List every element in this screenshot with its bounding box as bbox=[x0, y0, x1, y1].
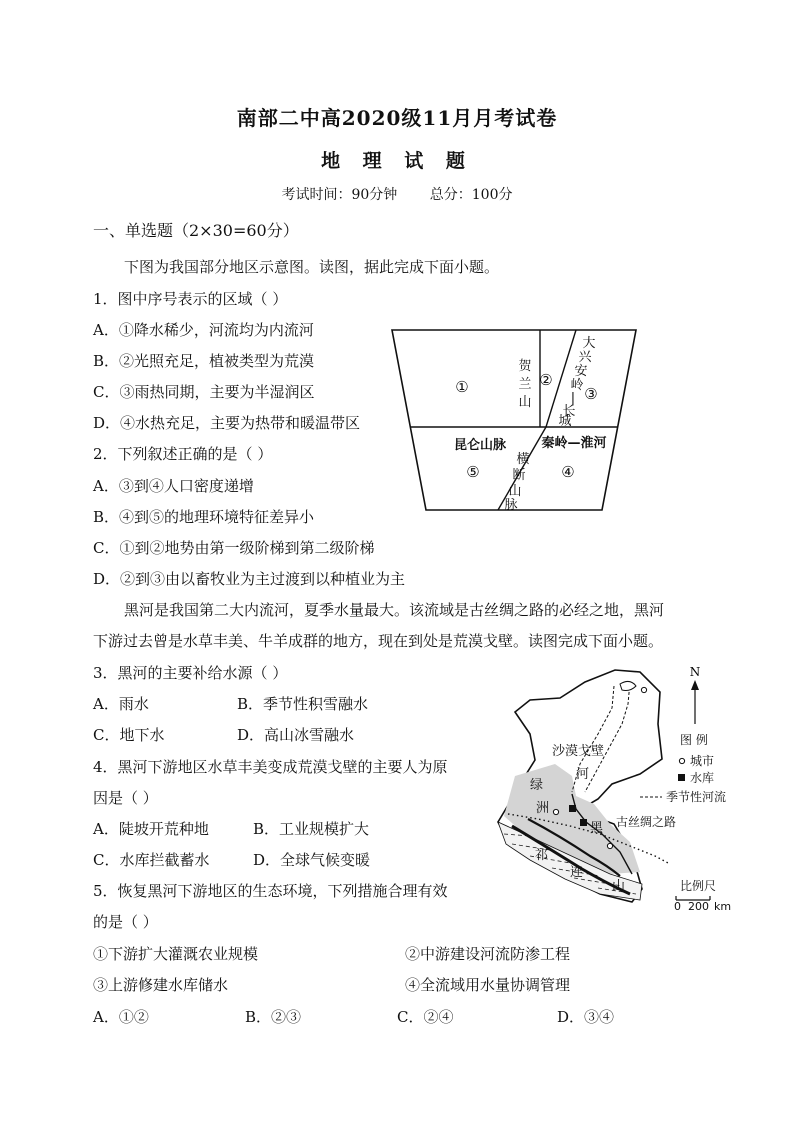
q5-stem-line-2: 的是（ ） bbox=[93, 913, 158, 931]
q1-option-a: A．①降水稀少，河流均为内流河 bbox=[93, 321, 314, 339]
q4-option-c: C．水库拦截蓄水 bbox=[93, 851, 210, 869]
hengduan-char-4: 脉 bbox=[504, 498, 518, 513]
region-2-label: ② bbox=[539, 371, 553, 389]
q1-option-c: C．③雨热同期，主要为半湿润区 bbox=[93, 383, 315, 401]
helan-char-3: 山 bbox=[518, 395, 532, 410]
daxing-char-7: 城 bbox=[558, 414, 572, 429]
mountain-char-3: 山 bbox=[612, 879, 626, 894]
q5-option-d: D．③④ bbox=[557, 1008, 615, 1026]
city-marker-1 bbox=[641, 687, 646, 692]
exam-score: 总分：100分 bbox=[429, 187, 513, 203]
q5-option-b: B．②③ bbox=[245, 1008, 302, 1026]
q2-option-b: B．④到⑤的地理环境特征差异小 bbox=[93, 508, 315, 526]
oasis-char-2: 洲 bbox=[536, 801, 550, 816]
section-heading: 一、单选题（2×30=60分） bbox=[93, 221, 299, 240]
q5-option-c: C．②④ bbox=[397, 1008, 454, 1026]
scale-unit: km bbox=[714, 900, 732, 913]
subject-title: 地 理 试 题 bbox=[321, 150, 473, 172]
river-char-1: 河 bbox=[576, 767, 590, 782]
exam-info bbox=[0, 184, 794, 204]
daxing-char-5: | bbox=[570, 391, 576, 406]
q4-option-b: B．工业规模扩大 bbox=[253, 820, 370, 838]
region-1-label: ① bbox=[455, 378, 469, 396]
mountain-char-1: 祁 bbox=[535, 848, 549, 863]
city-marker-3 bbox=[607, 843, 612, 848]
hengduan-char-3: 山 bbox=[508, 484, 522, 499]
hengduan-char-2: 断 bbox=[512, 468, 526, 483]
silk-road-label: 古丝绸之路 bbox=[616, 815, 677, 829]
daxing-char-3: 安 bbox=[574, 364, 588, 379]
reservoir-marker-1 bbox=[569, 805, 576, 812]
exam-title: 南部二中高2020级11月月考试卷 bbox=[236, 106, 558, 130]
city-marker-2 bbox=[553, 809, 558, 814]
china-regions-diagram bbox=[388, 326, 640, 514]
q1-option-d: D．④水热充足，主要为热带和暖温带区 bbox=[93, 414, 361, 432]
q2-option-c: C．①到②地势由第一级阶梯到第二级阶梯 bbox=[93, 539, 375, 557]
legend-reservoir-icon bbox=[678, 774, 685, 781]
region-4-label: ④ bbox=[561, 463, 575, 481]
q4-stem-line-2: 因是（ ） bbox=[93, 789, 158, 807]
legend-city-label: 城市 bbox=[690, 754, 715, 768]
river-char-2: 黑 bbox=[590, 821, 604, 836]
q5-stem-line-1: 5．恢复黑河下游地区的生态环境，下列措施合理有效 bbox=[93, 882, 448, 900]
exam-time: 考试时间：90分钟 bbox=[281, 187, 398, 203]
q3-option-a: A．雨水 bbox=[93, 695, 149, 713]
q5-option-a: A．①② bbox=[93, 1008, 149, 1026]
q3-stem: 3．黑河的主要补给水源（ ） bbox=[93, 664, 288, 682]
q2-stem: 2．下列叙述正确的是（ ） bbox=[93, 445, 273, 463]
north-arrowhead-icon bbox=[691, 680, 699, 690]
daxing-char-1: 大 bbox=[582, 336, 596, 351]
helan-char-2: 兰 bbox=[518, 377, 532, 392]
q5-statement-1: ①下游扩大灌溉农业规模 bbox=[93, 945, 259, 963]
q3-option-c: C．地下水 bbox=[93, 726, 165, 744]
reservoir-marker-2 bbox=[580, 819, 587, 826]
heihe-basin-map bbox=[490, 664, 750, 924]
legend-reservoir-label: 水库 bbox=[690, 771, 715, 785]
north-label: N bbox=[689, 665, 701, 679]
q4-option-a: A．陡坡开荒种地 bbox=[93, 820, 209, 838]
daxing-char-4: 岭 bbox=[570, 378, 584, 393]
intro-paragraph-2-line-1: 黑河是我国第二大内流河，夏季水量最大。该流域是古丝绸之路的必经之地，黑河 bbox=[124, 601, 665, 619]
q4-stem-line-1: 4．黑河下游地区水草丰美变成荒漠戈壁的主要人为原 bbox=[93, 758, 448, 776]
q5-statement-3: ③上游修建水库储水 bbox=[93, 976, 229, 994]
oasis-char-1: 绿 bbox=[530, 778, 544, 793]
legend-city-icon bbox=[679, 758, 684, 763]
qinling-label: 秦岭—淮河 bbox=[541, 436, 607, 451]
desert-label: 沙漠戈壁 bbox=[552, 744, 605, 759]
q2-option-d: D．②到③由以畜牧业为主过渡到以种植业为主 bbox=[93, 570, 406, 588]
q3-option-d: D．高山冰雪融水 bbox=[237, 726, 355, 744]
helan-char-1: 贺 bbox=[518, 359, 532, 374]
q4-option-d: D．全球气候变暖 bbox=[253, 851, 371, 869]
kunlun-label: 昆仑山脉 bbox=[453, 438, 507, 453]
q1-stem: 1．图中序号表示的区域（ ） bbox=[93, 290, 288, 308]
q1-option-b: B．②光照充足，植被类型为荒漠 bbox=[93, 352, 315, 370]
hengduan-char-1: 横 bbox=[516, 452, 530, 467]
scale-zero: 0 bbox=[674, 900, 681, 913]
q5-statement-4: ④全流域用水量协调管理 bbox=[405, 976, 571, 994]
legend-title: 图 例 bbox=[680, 733, 708, 747]
scale-value: 200 bbox=[688, 900, 709, 913]
q3-option-b: B．季节性积雪融水 bbox=[237, 695, 369, 713]
legend-seasonal-label: 季节性河流 bbox=[666, 790, 727, 804]
q5-statement-2: ②中游建设河流防渗工程 bbox=[405, 945, 571, 963]
region-5-label: ⑤ bbox=[466, 463, 480, 481]
intro-paragraph-2-line-2: 下游过去曾是水草丰美、牛羊成群的地方，现在到处是荒漠戈壁。读图完成下面小题。 bbox=[93, 632, 664, 650]
daxing-char-2: 兴 bbox=[578, 350, 592, 365]
scale-title: 比例尺 bbox=[680, 879, 717, 893]
daxing-char-6: 长 bbox=[562, 404, 576, 419]
intro-paragraph-1: 下图为我国部分地区示意图。读图，据此完成下面小题。 bbox=[124, 258, 500, 276]
region-3-label: ③ bbox=[584, 385, 598, 403]
q2-option-a: A．③到④人口密度递增 bbox=[93, 477, 254, 495]
mountain-char-2: 连 bbox=[570, 865, 584, 880]
